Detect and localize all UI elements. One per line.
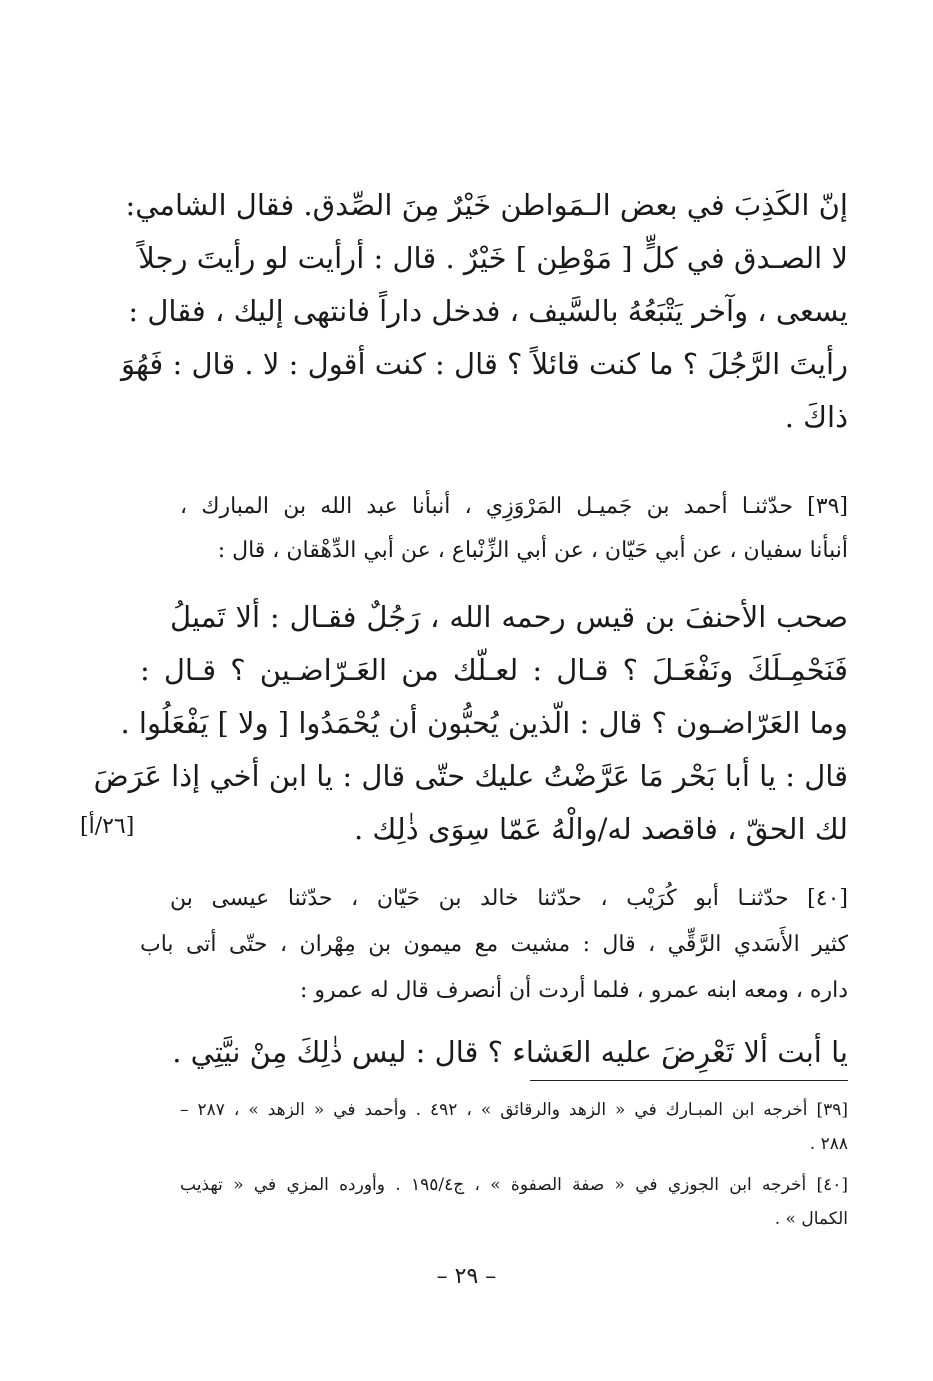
isnad-line: كثير الأَسَدي الرَّقِّي ، قال : مشيت مع ميمون بن مِهْران ، حتّى أتى باب [140, 932, 848, 957]
footnote-separator [530, 1080, 848, 1081]
isnad-line: داره ، ومعه ابنه عمرو ، فلما أردت أن أنصرف قال له عمرو : [300, 978, 848, 1003]
footnote-line: الكمال » . [774, 1209, 848, 1229]
text-line: قال : يا أبا بَحْر مَا عَرَّضْتُ عليك حتّى قال : يا ابن أخي إذا عَرَضَ [93, 759, 848, 793]
text-line: يسعى ، وآخر يَتْبَعُهُ بالسَّيف ، فدخل داراً فانتهى إليك ، فقال : [128, 294, 848, 328]
isnad-line: أنبأنا سفيان ، عن أبي حَيّان ، عن أبي الزِّنْباع ، عن أبي الدِّهْقان ، قال : [217, 538, 848, 563]
text-line: وما العَرّاضـون ؟ قال : الّذين يُحبُّون أن يُحْمَدُوا [ ولا ] يَفْعَلُوا . [120, 706, 848, 740]
isnad-line: [٤٠] حدّثنـا أبو كُرَيْب ، حدّثنا خالد بن حَيّان ، حدّثنا عيسى بن [170, 886, 848, 911]
footnote-line: [٤٠] أخرجه ابن الجوزي في « صفة الصفوة » ، ج١٩٥/٤ . وأورده المزي في « تهذيب [180, 1175, 849, 1195]
text-line: ذاكَ . [784, 400, 848, 434]
footnote-line: ٢٨٨ . [809, 1134, 848, 1154]
page-number: – ٢٩ – [436, 1264, 497, 1289]
footnote-line: [٣٩] أخرجه ابن المبـارك في « الزهد والرقائق » ، ٤٩٢ . وأحمد في « الزهد » ، ٢٨٧ – [180, 1100, 848, 1120]
text-line: لك الحقّ ، فاقصد له/والْهُ عَمّا سِوَى ذٰلِك . [353, 812, 848, 846]
text-line: يا أبت ألا تَعْرِضَ عليه العَشاء ؟ قال : ليس ذٰلِكَ مِنْ نيَّتِي . [172, 1035, 848, 1069]
text-line: لا الصـدق في كلٍّ [ مَوْطِن ] خَيْرٌ . قال : أرأيت لو رأيتَ رجلاً [138, 241, 848, 275]
text-line: صحب الأحنفَ بن قيس رحمه الله ، رَجُلٌ فقـال : ألا تَميلُ [170, 600, 848, 634]
text-line: فَنَحْمِـلَكَ ونَفْعَـلَ ؟ قـال : لعـلّك من العَـرّاضـين ؟ قـال : [140, 653, 848, 687]
manuscript-folio-marker: [٢٦/أ] [80, 814, 135, 839]
text-line: رأيتَ الرَّجُلَ ؟ ما كنت قائلاً ؟ قال : كنت أقول : لا . قال : فَهُوَ [121, 347, 848, 381]
text-line: إنّ الكَذِبَ في بعض الـمَواطن خَيْرٌ مِنَ الصِّدق. فقال الشامي: [125, 188, 848, 222]
isnad-line: [٣٩] حدّثنـا أحمد بن جَميـل المَرْوَزِي ، أنبأنا عبد الله بن المبارك ، [180, 494, 848, 519]
